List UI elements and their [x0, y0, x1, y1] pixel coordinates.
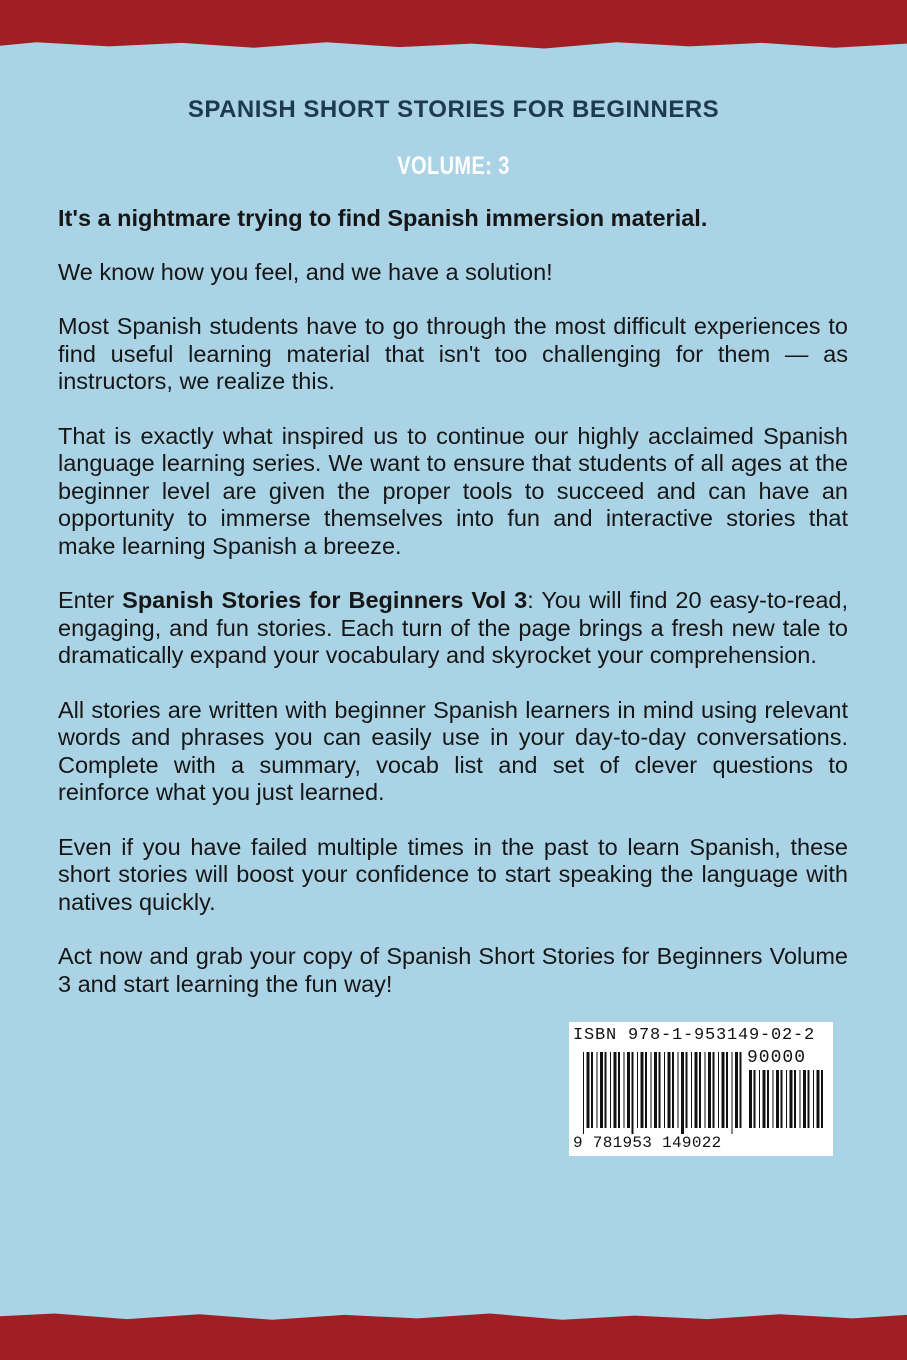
blurb-paragraph-6: Even if you have failed multiple times in the past to learn Spanish, these short stories will boost your confidence to start speaking the language with natives quickly.	[58, 833, 848, 915]
paragraph-4-prefix: Enter	[58, 587, 123, 613]
blurb-paragraph-1: We know how you feel, and we have a solution!	[58, 258, 553, 285]
blurb-paragraph-2: Most Spanish students have to go through the most difficult experiences to find useful learning material that isn't too challenging for them — as instructors, we realize this.	[58, 313, 848, 394]
barcode-bar	[597, 1052, 598, 1128]
barcode-bar	[632, 1052, 634, 1134]
barcode-bar	[781, 1070, 783, 1128]
ean-number: 9 781953 149022	[573, 1134, 722, 1152]
barcode-bar	[754, 1070, 756, 1128]
barcode-bar	[773, 1070, 774, 1128]
barcode-bar	[749, 1070, 752, 1128]
isbn-text: ISBN 978-1-953149-02-2	[573, 1026, 816, 1045]
barcode-bar	[705, 1052, 706, 1128]
barcode-bar	[740, 1052, 742, 1128]
barcode-bar	[817, 1070, 820, 1128]
barcode-bar	[722, 1052, 725, 1128]
barcode-bar	[790, 1070, 793, 1128]
barcode-bar	[786, 1070, 787, 1128]
addon-barcode-icon	[749, 1070, 823, 1134]
barcode-bar	[659, 1052, 661, 1128]
paragraph-4-rest: : You will find 20 easy-to-read, engaging, and fun stories. Each turn of the page brings a fresh new tale to dramatically expand your vocabulary and skyrocket your comprehension.	[58, 587, 848, 668]
barcode-bar	[821, 1070, 823, 1128]
barcode-bar	[624, 1052, 625, 1128]
ean-barcode-icon	[583, 1052, 743, 1134]
blurb-paragraph-3: That is exactly what inspired us to continue our highly acclaimed Spanish language learning series. We want to ensure that students of all ages at the beginner level are given the proper tools to succeed and can have an opportunity to immerse themselves into fun and interactive stories that make learning Spanish a breeze.	[58, 422, 848, 559]
barcode-bar	[678, 1052, 679, 1128]
book-title: SPANISH SHORT STORIES FOR BEGINNERS	[187, 96, 720, 123]
barcode-bar	[708, 1052, 711, 1128]
barcode-bar	[759, 1070, 760, 1128]
barcode-bar	[713, 1052, 715, 1128]
barcode-bar	[600, 1052, 603, 1128]
barcode-bar	[645, 1052, 647, 1128]
barcode-bar	[591, 1052, 593, 1128]
barcode-bar	[813, 1070, 814, 1128]
blurb-paragraph-5: All stories are written with beginner Spanish learners in mind using relevant words and phrases you can easily use in your day-to-day conversations. Complete with a summary, vocab list and set of clever questions to reinforce what you just learned.	[58, 696, 848, 805]
book-name-bold: Spanish Stories for Beginners Vol 3	[122, 587, 528, 613]
barcode-bar	[686, 1052, 688, 1128]
barcode-bar	[695, 1052, 698, 1128]
blurb-paragraph-4	[58, 587, 848, 670]
blurb	[58, 205, 848, 1025]
barcode-bar	[627, 1052, 630, 1128]
barcode-bar	[699, 1052, 701, 1128]
barcode-bar	[664, 1052, 665, 1128]
price-code: 90000	[747, 1048, 807, 1068]
blurb-lead: It's a nightmare trying to find Spanish immersion material.	[58, 205, 708, 231]
barcode-bar	[735, 1052, 738, 1128]
barcode-bar	[668, 1052, 671, 1128]
barcode-bar	[610, 1052, 611, 1128]
barcode-bar	[808, 1070, 810, 1128]
barcode-bar	[681, 1052, 684, 1134]
barcode-bar	[618, 1052, 620, 1128]
barcode-bar	[767, 1070, 769, 1128]
barcode-bar	[614, 1052, 617, 1128]
barcode-bar	[718, 1052, 719, 1128]
barcode-bar	[672, 1052, 674, 1128]
barcode-box	[569, 1022, 833, 1156]
barcode-bar	[794, 1070, 796, 1128]
barcode-bar	[726, 1052, 728, 1128]
barcode-bar	[732, 1052, 733, 1134]
barcode-bar	[800, 1070, 801, 1128]
barcode-bar	[587, 1052, 590, 1128]
barcode-bar	[763, 1070, 766, 1128]
volume-label: VOLUME: 3	[397, 152, 510, 180]
barcode-bar	[691, 1052, 692, 1128]
barcode-bar	[637, 1052, 638, 1128]
barcode-bar	[605, 1052, 607, 1128]
barcode-bar	[641, 1052, 644, 1128]
barcode-bar	[583, 1052, 584, 1134]
barcode-bar	[651, 1052, 652, 1128]
blurb-paragraph-7: Act now and grab your copy of Spanish Short Stories for Beginners Volume 3 and start learning the fun way!	[58, 943, 848, 997]
barcode-bar	[776, 1070, 779, 1128]
barcode-bar	[803, 1070, 806, 1128]
barcode-bar	[654, 1052, 657, 1128]
